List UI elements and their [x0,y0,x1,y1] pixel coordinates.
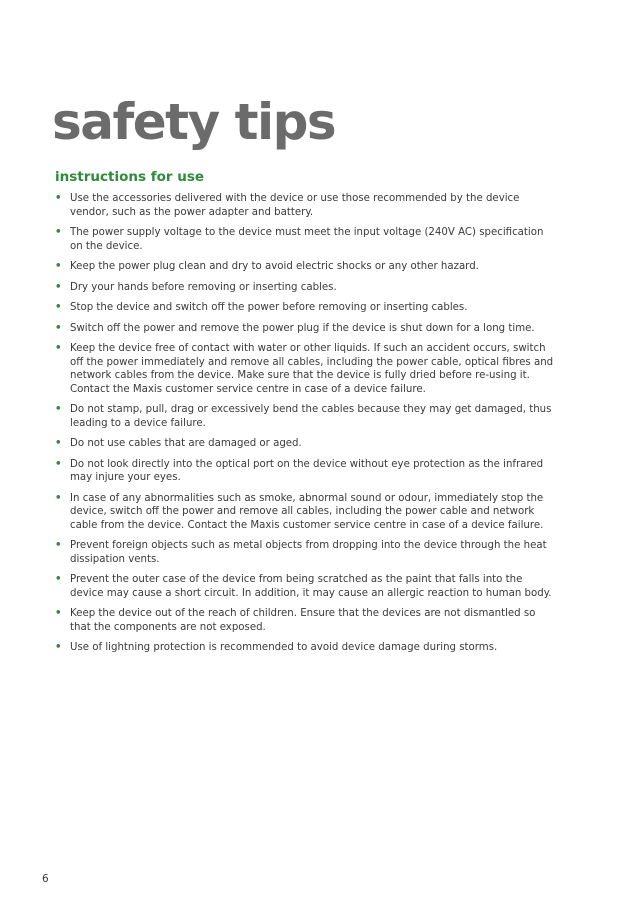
bullet-icon: • [55,458,62,470]
tip-text: Switch off the power and remove the power plug if the device is shut down for a long time. [70,322,535,334]
tip-text: Use the accessories delivered with the device or use those recommended by the device vendor, such as the power adapter and battery. [70,193,520,218]
tip-text: Stop the device and switch off the power before removing or inserting cables. [70,302,468,313]
bullet-icon: • [55,302,62,313]
tip-text: The power supply voltage to the device must meet the input voltage (240V AC) specification on the device. [70,227,544,252]
list-item [55,607,555,634]
list-item [55,192,555,219]
list-item [55,260,555,274]
tip-text: Prevent foreign objects such as metal objects from dropping into the device through the heat dissipation vents. [70,540,547,565]
list-item [55,403,555,430]
list-item [55,437,555,451]
page-title: safety tips [52,93,336,151]
list-item [55,342,555,396]
bullet-icon: • [55,322,62,334]
bullet-icon: • [55,492,62,504]
bullet-icon: • [55,261,62,272]
section-heading: instructions for use [55,169,205,185]
bullet-icon: • [55,343,62,354]
bullet-icon: • [55,438,62,449]
list-item [55,281,555,295]
tip-text: Do not stamp, pull, drag or excessively bend the cables because they may get damaged, thus leading to a device failure. [70,404,552,429]
bullet-icon: • [55,404,62,415]
bullet-icon: • [55,540,62,551]
list-item [55,539,555,566]
tip-text: Keep the device out of the reach of children. Ensure that the devices are not dismantled so that the components are not exposed. [70,608,536,633]
bullet-icon: • [55,227,62,238]
list-item [55,492,555,533]
tip-text: Do not use cables that are damaged or aged. [70,438,302,449]
safety-tips-list [55,192,555,662]
list-item [55,226,555,253]
list-item [55,641,555,655]
tip-text: Keep the power plug clean and dry to avoid electric shocks or any other hazard. [70,261,479,272]
tip-text: Keep the device free of contact with water or other liquids. If such an accident occurs, switch off the power immediately and remove all cables, including the power cable, optical fibres and network cables from the device. Make sure that the device is fully dried before re-using it. Contact the Maxis customer service centre in case of a device failure. [70,343,554,395]
list-item [55,322,555,336]
tip-text: Do not look directly into the optical port on the device without eye protection as the infrared may injure your eyes. [70,458,544,483]
list-item [55,301,555,315]
bullet-icon: • [55,642,62,653]
tip-text: Use of lightning protection is recommended to avoid device damage during storms. [70,642,498,653]
tip-text: Prevent the outer case of the device from being scratched as the paint that falls into the device may cause a short circuit. In addition, it may cause an allergic reaction to human body. [70,574,552,599]
tip-text: In case of any abnormalities such as smoke, abnormal sound or odour, immediately stop the device, switch off the power and remove all cables, including the power cable and network cable from the device. Contact the Maxis customer service centre in case of a device failure. [70,492,544,531]
list-item [55,458,555,485]
page-number: 6 [42,873,49,885]
bullet-icon: • [55,574,62,585]
list-item [55,573,555,600]
tip-text: Dry your hands before removing or inserting cables. [70,281,337,293]
bullet-icon: • [55,281,62,293]
bullet-icon: • [55,608,62,619]
bullet-icon: • [55,193,62,204]
